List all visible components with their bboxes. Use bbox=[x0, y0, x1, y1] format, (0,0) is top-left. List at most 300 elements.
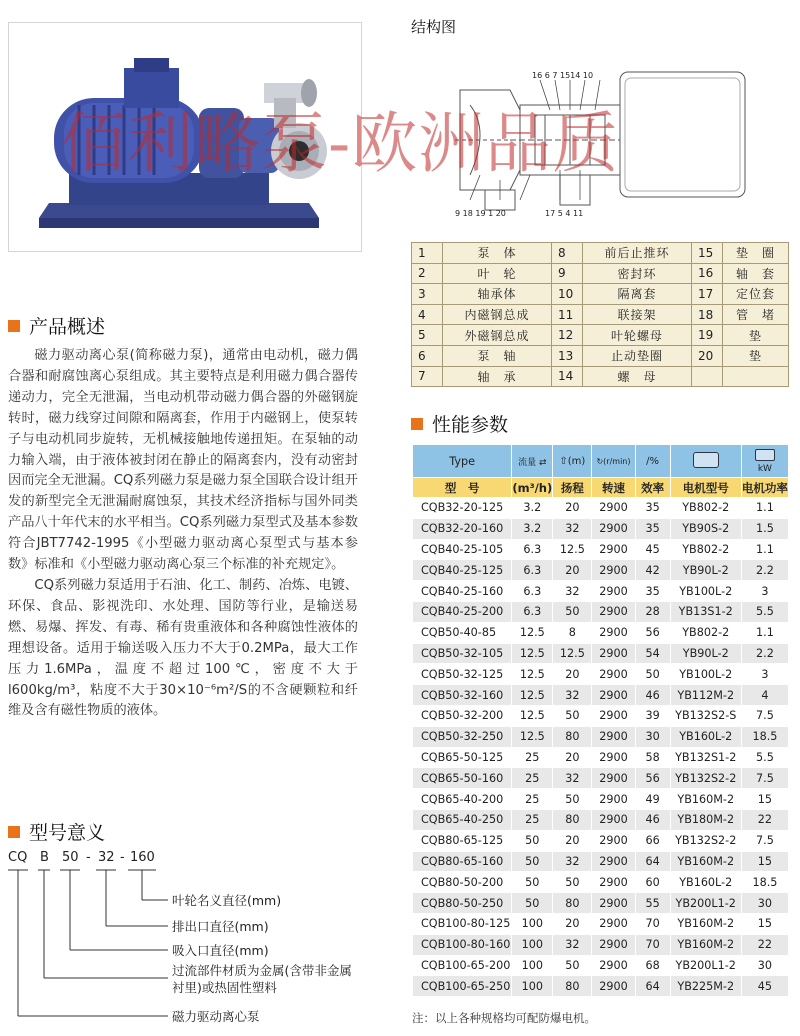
part-name: 轴 承 bbox=[443, 366, 552, 387]
table-cell: 2900 bbox=[592, 705, 635, 726]
table-cell: YB802-2 bbox=[670, 622, 741, 643]
part-name: 泵 体 bbox=[443, 243, 552, 264]
table-cell: 50 bbox=[553, 955, 592, 976]
table-cell: 2.2 bbox=[741, 560, 788, 581]
table-cell: YB802-2 bbox=[670, 539, 741, 560]
table-cell: 70 bbox=[635, 934, 670, 955]
table-row bbox=[413, 539, 789, 560]
table-row bbox=[413, 934, 789, 955]
table-cell: 2900 bbox=[592, 498, 635, 519]
table-cell: 80 bbox=[553, 809, 592, 830]
model-code-dash-1: - bbox=[86, 850, 91, 865]
table-cell: 22 bbox=[741, 934, 788, 955]
table-cell: 56 bbox=[635, 768, 670, 789]
table-row bbox=[413, 581, 789, 602]
table-cell: 100 bbox=[512, 976, 553, 997]
table-cell: 20 bbox=[553, 913, 592, 934]
table-cell: 3.2 bbox=[512, 498, 553, 519]
table-cell: YB200L1-2 bbox=[670, 955, 741, 976]
part-number: 16 bbox=[691, 263, 722, 284]
table-cell: 50 bbox=[512, 830, 553, 851]
table-cell: 6.3 bbox=[512, 581, 553, 602]
part-number: 9 bbox=[551, 263, 582, 284]
part-number: 8 bbox=[551, 243, 582, 264]
part-number: 18 bbox=[691, 304, 722, 325]
table-cell: 50 bbox=[553, 872, 592, 893]
part-number: 15 bbox=[691, 243, 722, 264]
part-name: 垫 圈 bbox=[722, 243, 788, 264]
table-cell: CQB80-50-250 bbox=[413, 893, 512, 914]
parts-row bbox=[412, 243, 789, 264]
structure-diagram bbox=[450, 50, 755, 222]
part-name: 垫 bbox=[722, 345, 788, 366]
table-cell: 100 bbox=[512, 934, 553, 955]
parts-row bbox=[412, 284, 789, 305]
table-cell: 58 bbox=[635, 747, 670, 768]
table-cell: 22 bbox=[741, 809, 788, 830]
table-cell: YB90L-2 bbox=[670, 643, 741, 664]
table-cell: 7.5 bbox=[741, 705, 788, 726]
motor-icon bbox=[693, 452, 719, 468]
table-row bbox=[413, 809, 789, 830]
table-cell: 50 bbox=[512, 851, 553, 872]
overview-paragraph-2: CQ系列磁力泵适用于石油、化工、制药、冶炼、电镀、环保、食品、影视洗印、水处理、国防等行业，是输送易燃、易爆、挥发、有毒、稀有贵重液体和各种腐蚀性液体的理想设备。适用于输送吸入压力不大于0.2MPa，最大工作压力1.6MPa，温度不超过100℃，密度不大于l600kg/m³，粘度不大于30×10⁻⁶m²/S的不含硬颗粒和纤维及含有磁性物质的液体。 bbox=[8, 577, 358, 719]
legend-outlet: 排出口直径(mm) bbox=[172, 919, 269, 934]
part-name: 前后止推环 bbox=[582, 243, 691, 264]
table-cell: CQB100-80-125 bbox=[413, 913, 512, 934]
table-cell: YB160M-2 bbox=[670, 913, 741, 934]
table-cell: CQB40-25-200 bbox=[413, 601, 512, 622]
table-cell: 12.5 bbox=[553, 643, 592, 664]
performance-heading bbox=[411, 410, 508, 437]
table-row bbox=[413, 893, 789, 914]
part-name: 隔离套 bbox=[582, 284, 691, 305]
table-row bbox=[413, 664, 789, 685]
table-cell: 20 bbox=[553, 664, 592, 685]
table-cell: CQB40-25-125 bbox=[413, 560, 512, 581]
table-cell: 25 bbox=[512, 789, 553, 810]
table-cell: 12.5 bbox=[512, 643, 553, 664]
table-cell: CQB65-50-160 bbox=[413, 768, 512, 789]
efficiency-unit: % bbox=[649, 455, 660, 467]
table-cell: 7.5 bbox=[741, 830, 788, 851]
table-cell: CQB40-25-160 bbox=[413, 581, 512, 602]
power-unit: kW bbox=[757, 463, 772, 474]
table-cell: 25 bbox=[512, 747, 553, 768]
table-cell: 28 bbox=[635, 601, 670, 622]
table-cell: YB200L1-2 bbox=[670, 893, 741, 914]
table-row bbox=[413, 560, 789, 581]
table-cell: 2900 bbox=[592, 664, 635, 685]
structure-title: 结构图 bbox=[411, 18, 457, 36]
part-name: 内磁钢总成 bbox=[443, 304, 552, 325]
parts-row bbox=[412, 366, 789, 387]
table-cell: YB90S-2 bbox=[670, 518, 741, 539]
table-cell: YB132S2-2 bbox=[670, 830, 741, 851]
part-number: 10 bbox=[551, 284, 582, 305]
table-cell: CQB50-32-160 bbox=[413, 685, 512, 706]
column-header: 型 号 bbox=[413, 478, 512, 498]
part-number: 12 bbox=[551, 325, 582, 346]
table-cell: 2900 bbox=[592, 893, 635, 914]
table-cell: 2900 bbox=[592, 768, 635, 789]
table-cell: 12.5 bbox=[512, 685, 553, 706]
part-number: 14 bbox=[551, 366, 582, 387]
table-cell: 50 bbox=[553, 705, 592, 726]
diagram-label-bottom-left: 9 18 19 1 20 bbox=[455, 209, 506, 218]
table-cell: CQB80-65-125 bbox=[413, 830, 512, 851]
table-row bbox=[413, 789, 789, 810]
table-row bbox=[413, 747, 789, 768]
model-meaning-title: 型号意义 bbox=[29, 822, 106, 844]
table-cell: 50 bbox=[512, 893, 553, 914]
part-name bbox=[722, 366, 788, 387]
table-cell: 20 bbox=[553, 498, 592, 519]
table-cell: 100 bbox=[512, 913, 553, 934]
table-cell: 20 bbox=[553, 830, 592, 851]
table-cell: CQB40-25-105 bbox=[413, 539, 512, 560]
table-cell: 2900 bbox=[592, 560, 635, 581]
table-cell: YB13S1-2 bbox=[670, 601, 741, 622]
part-number: 11 bbox=[551, 304, 582, 325]
table-cell: 2900 bbox=[592, 955, 635, 976]
part-name: 螺 母 bbox=[582, 366, 691, 387]
section-bullet-icon bbox=[8, 320, 20, 332]
power-motor-icon bbox=[755, 449, 775, 461]
table-cell: 39 bbox=[635, 705, 670, 726]
table-cell: 32 bbox=[553, 768, 592, 789]
part-name: 垫 bbox=[722, 325, 788, 346]
part-number: 13 bbox=[551, 345, 582, 366]
table-row bbox=[413, 768, 789, 789]
table-cell: 15 bbox=[741, 913, 788, 934]
table-cell: 12.5 bbox=[512, 664, 553, 685]
column-header: 电机型号 bbox=[670, 478, 741, 498]
table-cell: 2900 bbox=[592, 622, 635, 643]
table-cell: 30 bbox=[741, 955, 788, 976]
table-cell: 49 bbox=[635, 789, 670, 810]
model-code-b: B bbox=[40, 850, 49, 865]
table-cell: CQB65-50-125 bbox=[413, 747, 512, 768]
table-cell: 25 bbox=[512, 768, 553, 789]
table-cell: CQB80-65-160 bbox=[413, 851, 512, 872]
head-unit: (m) bbox=[567, 455, 586, 467]
table-cell: 18.5 bbox=[741, 726, 788, 747]
table-cell: 2900 bbox=[592, 789, 635, 810]
table-cell: 2900 bbox=[592, 976, 635, 997]
table-cell: 1.1 bbox=[741, 622, 788, 643]
table-cell: CQB80-50-200 bbox=[413, 872, 512, 893]
table-cell: 45 bbox=[741, 976, 788, 997]
flow-header bbox=[512, 445, 553, 478]
table-row bbox=[413, 518, 789, 539]
table-cell: 32 bbox=[553, 685, 592, 706]
table-cell: 2900 bbox=[592, 830, 635, 851]
cross-section-drawing bbox=[450, 50, 755, 222]
table-row bbox=[413, 705, 789, 726]
table-cell: 15 bbox=[741, 789, 788, 810]
table-cell: 2900 bbox=[592, 518, 635, 539]
part-name: 定位套 bbox=[722, 284, 788, 305]
efficiency-curve-icon: ∕ bbox=[646, 455, 650, 467]
legend-inlet: 吸入口直径(mm) bbox=[172, 943, 269, 958]
model-code-dash-2: - bbox=[120, 850, 125, 865]
legend-pump-type: 磁力驱动离心泵 bbox=[172, 1009, 260, 1024]
table-cell: 35 bbox=[635, 518, 670, 539]
table-cell: CQB50-32-200 bbox=[413, 705, 512, 726]
speed-unit: (r/min) bbox=[603, 456, 631, 466]
part-number: 17 bbox=[691, 284, 722, 305]
table-cell: 80 bbox=[553, 893, 592, 914]
section-bullet-icon bbox=[8, 826, 20, 838]
part-name: 联接架 bbox=[582, 304, 691, 325]
part-number: 6 bbox=[412, 345, 443, 366]
table-cell: 2900 bbox=[592, 913, 635, 934]
table-cell: 20 bbox=[553, 747, 592, 768]
table-cell: 60 bbox=[635, 872, 670, 893]
table-cell: 54 bbox=[635, 643, 670, 664]
table-cell: CQB32-20-160 bbox=[413, 518, 512, 539]
type-header: Type bbox=[413, 445, 512, 478]
speed-header bbox=[592, 445, 635, 478]
table-cell: 6.3 bbox=[512, 601, 553, 622]
rotation-icon: ↻ bbox=[596, 456, 604, 466]
watermark-text: 佰利略泵-欧洲品质 bbox=[60, 105, 620, 182]
model-meaning-lines bbox=[0, 848, 380, 1028]
table-cell: YB225M-2 bbox=[670, 976, 741, 997]
table-cell: 20 bbox=[553, 560, 592, 581]
table-cell: 4 bbox=[741, 685, 788, 706]
column-header: 转速 bbox=[592, 478, 635, 498]
table-cell: 2900 bbox=[592, 581, 635, 602]
table-cell: 1.5 bbox=[741, 518, 788, 539]
overview-paragraph-1: 磁力驱动离心泵(简称磁力泵)，通常由电动机，磁力偶合器和耐腐蚀离心泵组成。其主要特点是利用磁力偶合器传递动力，完全无泄漏，当电动机带动磁力偶合器的外磁钢旋转时，磁力线穿过间隙和隔离套，作用于内磁钢上，使泵转子与电动机同步旋转，无机械接触地传递扭矩。在泵轴的动力输入端，由于液体被封闭在静止的隔离套内，没有动密封因而完全无泄漏。CQ系列磁力泵是磁力泵全国联合设计组开发的新型完全无泄漏耐腐蚀泵，其技术经济指标与国外同类产品八十年代末的水平相当。CQ系列磁力泵型式及基本参数符合JBT7742-1995《小型磁力驱动离心泵型式与基本参数》标准和《小型磁力驱动离心泵三个标准的补充规定》。 bbox=[8, 348, 358, 573]
table-cell: 25 bbox=[512, 809, 553, 830]
table-row bbox=[413, 955, 789, 976]
overview-title: 产品概述 bbox=[29, 316, 106, 338]
part-number: 7 bbox=[412, 366, 443, 387]
table-cell: 18.5 bbox=[741, 872, 788, 893]
table-cell: 2900 bbox=[592, 685, 635, 706]
table-cell: 46 bbox=[635, 685, 670, 706]
motor-header bbox=[670, 445, 741, 478]
table-cell: YB132S2-S bbox=[670, 705, 741, 726]
table-cell: 6.3 bbox=[512, 539, 553, 560]
table-cell: 1.1 bbox=[741, 539, 788, 560]
performance-title: 性能参数 bbox=[432, 414, 509, 436]
head-header bbox=[553, 445, 592, 478]
part-name: 轴 套 bbox=[722, 263, 788, 284]
table-cell: 80 bbox=[553, 726, 592, 747]
performance-table bbox=[412, 444, 789, 997]
table-cell: 2900 bbox=[592, 643, 635, 664]
model-code-cq: CQ bbox=[8, 850, 28, 865]
table-cell: CQB65-40-200 bbox=[413, 789, 512, 810]
table-cell: YB132S2-2 bbox=[670, 768, 741, 789]
table-cell: 64 bbox=[635, 851, 670, 872]
product-photo bbox=[8, 22, 362, 252]
pump-image bbox=[9, 23, 361, 251]
flow-label: 流量 bbox=[518, 457, 537, 468]
table-cell: 50 bbox=[553, 601, 592, 622]
column-header: 效率 bbox=[635, 478, 670, 498]
table-cell: 2900 bbox=[592, 726, 635, 747]
diagram-label-top: 16 6 7 1514 10 bbox=[532, 71, 594, 80]
part-name: 外磁钢总成 bbox=[443, 325, 552, 346]
flow-arrows-icon: ⇄ bbox=[538, 457, 547, 468]
table-cell: 30 bbox=[635, 726, 670, 747]
model-code-impeller: 160 bbox=[130, 850, 155, 865]
parts-row bbox=[412, 325, 789, 346]
table-cell: 3 bbox=[741, 664, 788, 685]
table-cell: 32 bbox=[553, 851, 592, 872]
table-cell: YB160L-2 bbox=[670, 726, 741, 747]
model-code-inlet: 50 bbox=[62, 850, 79, 865]
table-row bbox=[413, 851, 789, 872]
table-cell: 15 bbox=[741, 851, 788, 872]
head-arrow-icon: ⇧ bbox=[559, 455, 568, 467]
table-cell: CQB32-20-125 bbox=[413, 498, 512, 519]
model-meaning-diagram bbox=[0, 848, 380, 1028]
table-cell: 66 bbox=[635, 830, 670, 851]
table-cell: YB160M-2 bbox=[670, 789, 741, 810]
table-cell: 5.5 bbox=[741, 601, 788, 622]
legend-impeller: 叶轮名义直径(mm) bbox=[172, 893, 282, 908]
legend-material: 过流部件材质为金属(含带非金属衬里)或热固性塑料 bbox=[172, 963, 352, 995]
table-cell: CQB100-65-200 bbox=[413, 955, 512, 976]
table-cell: 32 bbox=[553, 581, 592, 602]
model-meaning-heading bbox=[8, 818, 105, 845]
part-name: 止动垫圈 bbox=[582, 345, 691, 366]
table-cell: 64 bbox=[635, 976, 670, 997]
table-cell: 8 bbox=[553, 622, 592, 643]
table-cell: 12.5 bbox=[512, 726, 553, 747]
part-name: 叶 轮 bbox=[443, 263, 552, 284]
part-number: 1 bbox=[412, 243, 443, 264]
part-name: 叶轮螺母 bbox=[582, 325, 691, 346]
part-number: 19 bbox=[691, 325, 722, 346]
table-cell: 56 bbox=[635, 622, 670, 643]
section-bullet-icon bbox=[411, 418, 423, 430]
table-cell: 55 bbox=[635, 893, 670, 914]
table-cell: 2900 bbox=[592, 747, 635, 768]
part-name: 轴承体 bbox=[443, 284, 552, 305]
power-header bbox=[741, 445, 788, 478]
table-cell: 2900 bbox=[592, 872, 635, 893]
table-cell: 2900 bbox=[592, 539, 635, 560]
table-row bbox=[413, 872, 789, 893]
column-header: 电机功率 bbox=[741, 478, 788, 498]
part-number: 4 bbox=[412, 304, 443, 325]
overview-body bbox=[8, 346, 358, 722]
table-row bbox=[413, 913, 789, 934]
table-cell: 68 bbox=[635, 955, 670, 976]
part-name: 管 堵 bbox=[722, 304, 788, 325]
table-cell: 2900 bbox=[592, 601, 635, 622]
table-row bbox=[413, 976, 789, 997]
table-cell: 12.5 bbox=[512, 705, 553, 726]
table-cell: 35 bbox=[635, 498, 670, 519]
table-cell: 2.2 bbox=[741, 643, 788, 664]
table-cell: 35 bbox=[635, 581, 670, 602]
table-cell: 42 bbox=[635, 560, 670, 581]
table-cell: 50 bbox=[635, 664, 670, 685]
table-row bbox=[413, 601, 789, 622]
table-cell: CQB100-80-160 bbox=[413, 934, 512, 955]
table-cell: 32 bbox=[553, 518, 592, 539]
overview-heading bbox=[8, 312, 105, 339]
table-cell: 2900 bbox=[592, 809, 635, 830]
table-row bbox=[413, 622, 789, 643]
table-cell: CQB50-40-85 bbox=[413, 622, 512, 643]
part-number: 2 bbox=[412, 263, 443, 284]
table-cell: 30 bbox=[741, 893, 788, 914]
table-cell: 80 bbox=[553, 976, 592, 997]
performance-note: 注：以上各种规格均可配防爆电机。 bbox=[412, 1011, 596, 1025]
table-cell: 6.3 bbox=[512, 560, 553, 581]
table-cell: 46 bbox=[635, 809, 670, 830]
table-cell: 70 bbox=[635, 913, 670, 934]
table-cell: 3.2 bbox=[512, 518, 553, 539]
table-cell: 2900 bbox=[592, 851, 635, 872]
table-cell: 45 bbox=[635, 539, 670, 560]
parts-table bbox=[411, 242, 789, 387]
table-cell: YB180M-2 bbox=[670, 809, 741, 830]
parts-row bbox=[412, 345, 789, 366]
column-header: 扬程 bbox=[553, 478, 592, 498]
table-cell: 2900 bbox=[592, 934, 635, 955]
table-cell: CQB50-32-125 bbox=[413, 664, 512, 685]
part-name: 密封环 bbox=[582, 263, 691, 284]
table-cell: 50 bbox=[512, 872, 553, 893]
table-cell: 12.5 bbox=[512, 622, 553, 643]
table-cell: 5.5 bbox=[741, 747, 788, 768]
table-cell: YB160L-2 bbox=[670, 872, 741, 893]
table-row bbox=[413, 830, 789, 851]
table-cell: 1.1 bbox=[741, 498, 788, 519]
parts-row bbox=[412, 304, 789, 325]
parts-row bbox=[412, 263, 789, 284]
model-code-outlet: 32 bbox=[98, 850, 115, 865]
table-cell: YB112M-2 bbox=[670, 685, 741, 706]
table-cell: CQB100-65-250 bbox=[413, 976, 512, 997]
table-cell: YB100L-2 bbox=[670, 664, 741, 685]
table-cell: 100 bbox=[512, 955, 553, 976]
table-row bbox=[413, 498, 789, 519]
table-row bbox=[413, 643, 789, 664]
table-cell: YB90L-2 bbox=[670, 560, 741, 581]
part-name: 泵 轴 bbox=[443, 345, 552, 366]
table-cell: YB160M-2 bbox=[670, 851, 741, 872]
table-cell: YB132S1-2 bbox=[670, 747, 741, 768]
table-cell: 50 bbox=[553, 789, 592, 810]
table-cell: CQB50-32-250 bbox=[413, 726, 512, 747]
table-row bbox=[413, 685, 789, 706]
diagram-label-bottom-right: 17 5 4 11 bbox=[545, 209, 584, 218]
part-number: 3 bbox=[412, 284, 443, 305]
part-number: 20 bbox=[691, 345, 722, 366]
table-cell: CQB50-32-105 bbox=[413, 643, 512, 664]
table-cell: 7.5 bbox=[741, 768, 788, 789]
efficiency-header bbox=[635, 445, 670, 478]
table-cell: 32 bbox=[553, 934, 592, 955]
part-number bbox=[691, 366, 722, 387]
performance-column-header bbox=[413, 478, 789, 498]
performance-icon-header bbox=[413, 445, 789, 478]
table-cell: YB160M-2 bbox=[670, 934, 741, 955]
table-cell: 3 bbox=[741, 581, 788, 602]
table-cell: CQB65-40-250 bbox=[413, 809, 512, 830]
